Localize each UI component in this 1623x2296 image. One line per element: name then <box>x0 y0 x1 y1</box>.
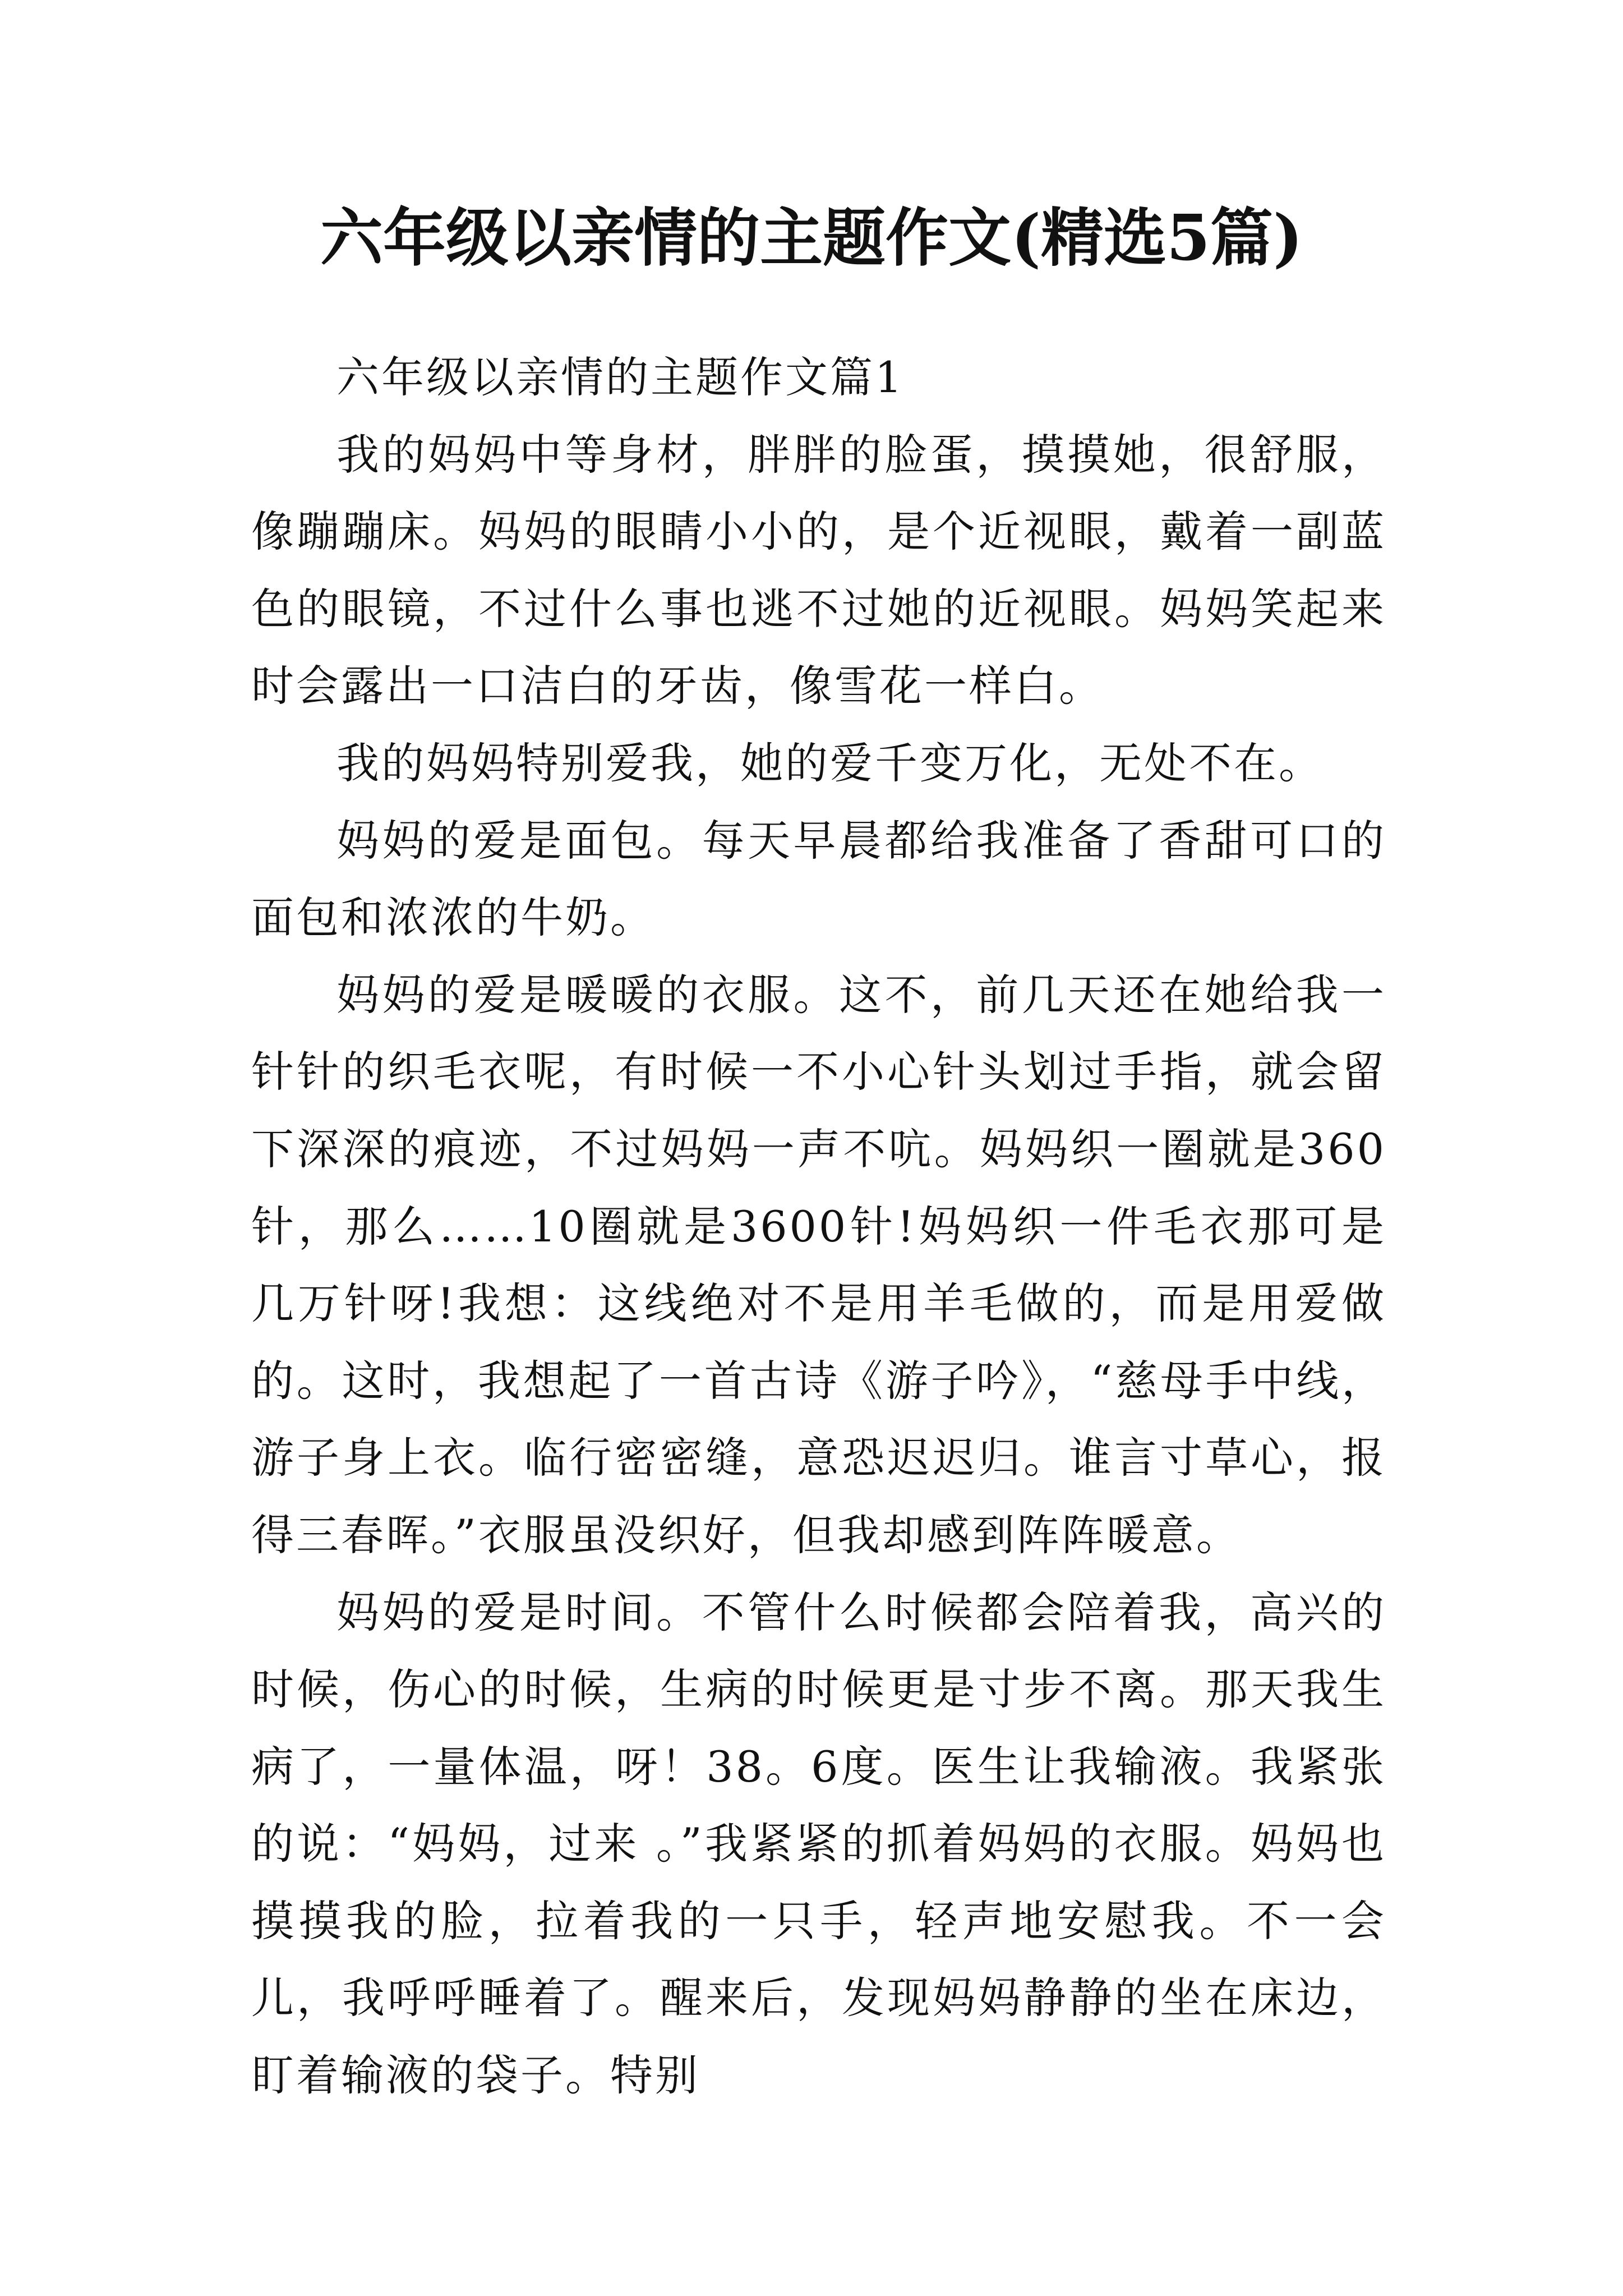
paragraph: 妈妈的爱是面包。每天早晨都给我准备了香甜可口的面包和浓浓的牛奶。 <box>251 815 1386 943</box>
section-heading: 六年级以亲情的主题作文篇1 <box>336 352 905 402</box>
document-body <box>251 339 1386 2114</box>
document-title: 六年级以亲情的主题作文(精选5篇) <box>320 201 1303 275</box>
paragraph: 我的妈妈中等身材，胖胖的脸蛋，摸摸她，很舒服，像蹦蹦床。妈妈的眼睛小小的，是个近视眼，戴着一副蓝色的眼镜，不过什么事也逃不过她的近视眼。妈妈笑起来时会露出一口洁白的牙齿，像雪花一样白。 <box>251 429 1386 711</box>
paragraph: 妈妈的爱是暖暖的衣服。这不，前几天还在她给我一针针的织毛衣呢，有时候一不小心针头划过手指，就会留下深深的痕迹，不过妈妈一声不吭。妈妈织一圈就是360针，那么……10圈就是3600针!妈妈织一件毛衣那可是几万针呀!我想：这线绝对不是用羊毛做的，而是用爱做的。这时，我想起了一首古诗《游子吟》，“慈母手中线，游子身上衣。临行密密缝，意恐迟迟归。谁言寸草心，报得三春晖。”衣服虽没织好，但我却感到阵阵暖意。 <box>251 969 1386 1560</box>
paragraph: 我的妈妈特别爱我，她的爱千变万化，无处不在。 <box>336 738 1324 788</box>
paragraph: 妈妈的爱是时间。不管什么时候都会陪着我，高兴的时候，伤心的时候，生病的时候更是寸步不离。那天我生病了，一量体温，呀！38。6度。医生让我输液。我紧张的说：“妈妈，过来 。”我紧紧的抓着妈妈的衣服。妈妈也摸摸我的脸，拉着我的一只手，轻声地安慰我。不一会儿，我呼呼睡着了。醒来后，发现妈妈静静的坐在床边，盯着输液的袋子。特别 <box>251 1587 1386 2101</box>
